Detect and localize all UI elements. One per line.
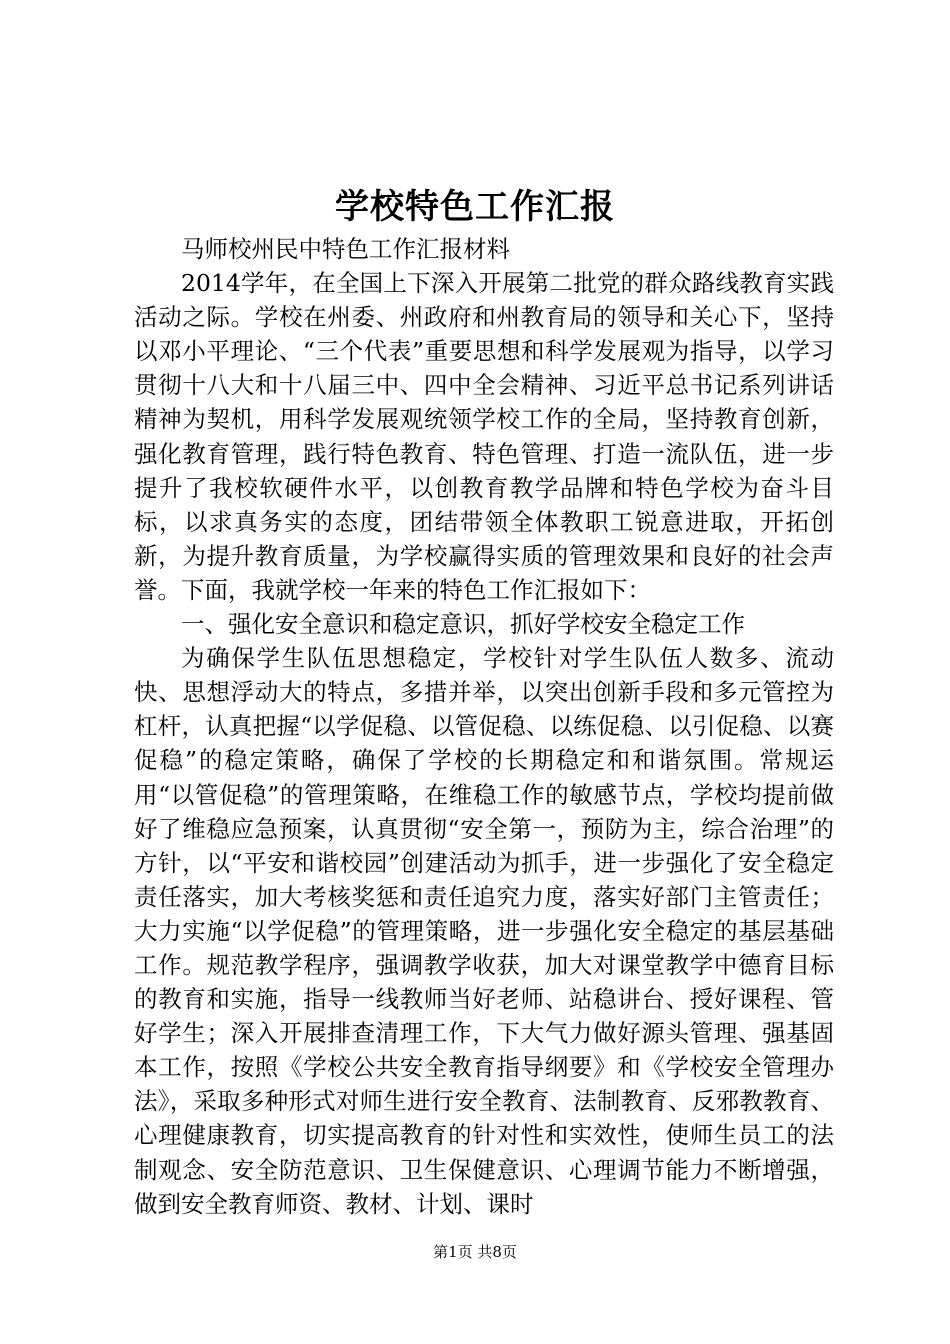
section-heading: 一、强化安全意识和稳定意识，抓好学校安全稳定工作	[181, 610, 745, 639]
document-title: 学校特色工作汇报	[335, 187, 615, 227]
paragraph-subtitle: 马师校州民中特色工作汇报材料	[181, 235, 510, 263]
page-number-footer: 第1页 共8页	[433, 1243, 517, 1261]
paragraph-section-body: 为确保学生队伍思想稳定，学校针对学生队伍人数多、流动快、思想浮动大的特点，多措并举，以突出创新手段和多元管控为杠杆，认真把握“以学促稳、以管促稳、以练促稳、以引促稳、以赛促稳”的稳定策略，确保了学校的长期稳定和和谐氛围。常规运用“以管促稳”的管理策略，在维稳工作的敏感节点，学校均提前做好了维稳应急预案，认真贯彻“安全第一，预防为主，综合治理”的方针，以“平安和谐校园”创建活动为抓手，进一步强化了安全稳定责任落实，加大考核奖惩和责任追究力度，落实好部门主管责任；大力实施“以学促稳”的管理策略，进一步强化安全稳定的基层基础工作。规范教学程序，强调教学收获，加大对课堂教学中德育目标的教育和实施，指导一线教师当好老师、站稳讲台、授好课程、管好学生；深入开展排查清理工作，下大气力做好源头管理、强基固本工作，按照《学校公共安全教育指导纲要》和《学校安全管理办法》，采取多种形式对师生进行安全教育、法制教育、反邪教教育、心理健康教育，切实提高教育的针对性和实效性，使师生员工的法制观念、安全防范意识、卫生保健意识、心理调节能力不断增强，做到安全教育师资、教材、计划、课时	[134, 644, 834, 1218]
document-body	[134, 232, 834, 1221]
paragraph-intro: 2014学年，在全国上下深入开展第二批党的群众路线教育实践活动之际。学校在州委、州政府和州教育局的领导和关心下，坚持以邓小平理论、“三个代表”重要思想和科学发展观为指导，以学习贯彻十八大和十八届三中、四中全会精神、习近平总书记系列讲话精神为契机，用科学发展观统领学校工作的全局，坚持教育创新，强化教育管理，践行特色教育、特色管理、打造一流队伍，进一步提升了我校软硬件水平，以创教育教学品牌和特色学校为奋斗目标，以求真务实的态度，团结带领全体教职工锐意进取，开拓创新，为提升教育质量，为学校赢得实质的管理效果和良好的社会声誉。下面，我就学校一年来的特色工作汇报如下：	[134, 269, 834, 604]
